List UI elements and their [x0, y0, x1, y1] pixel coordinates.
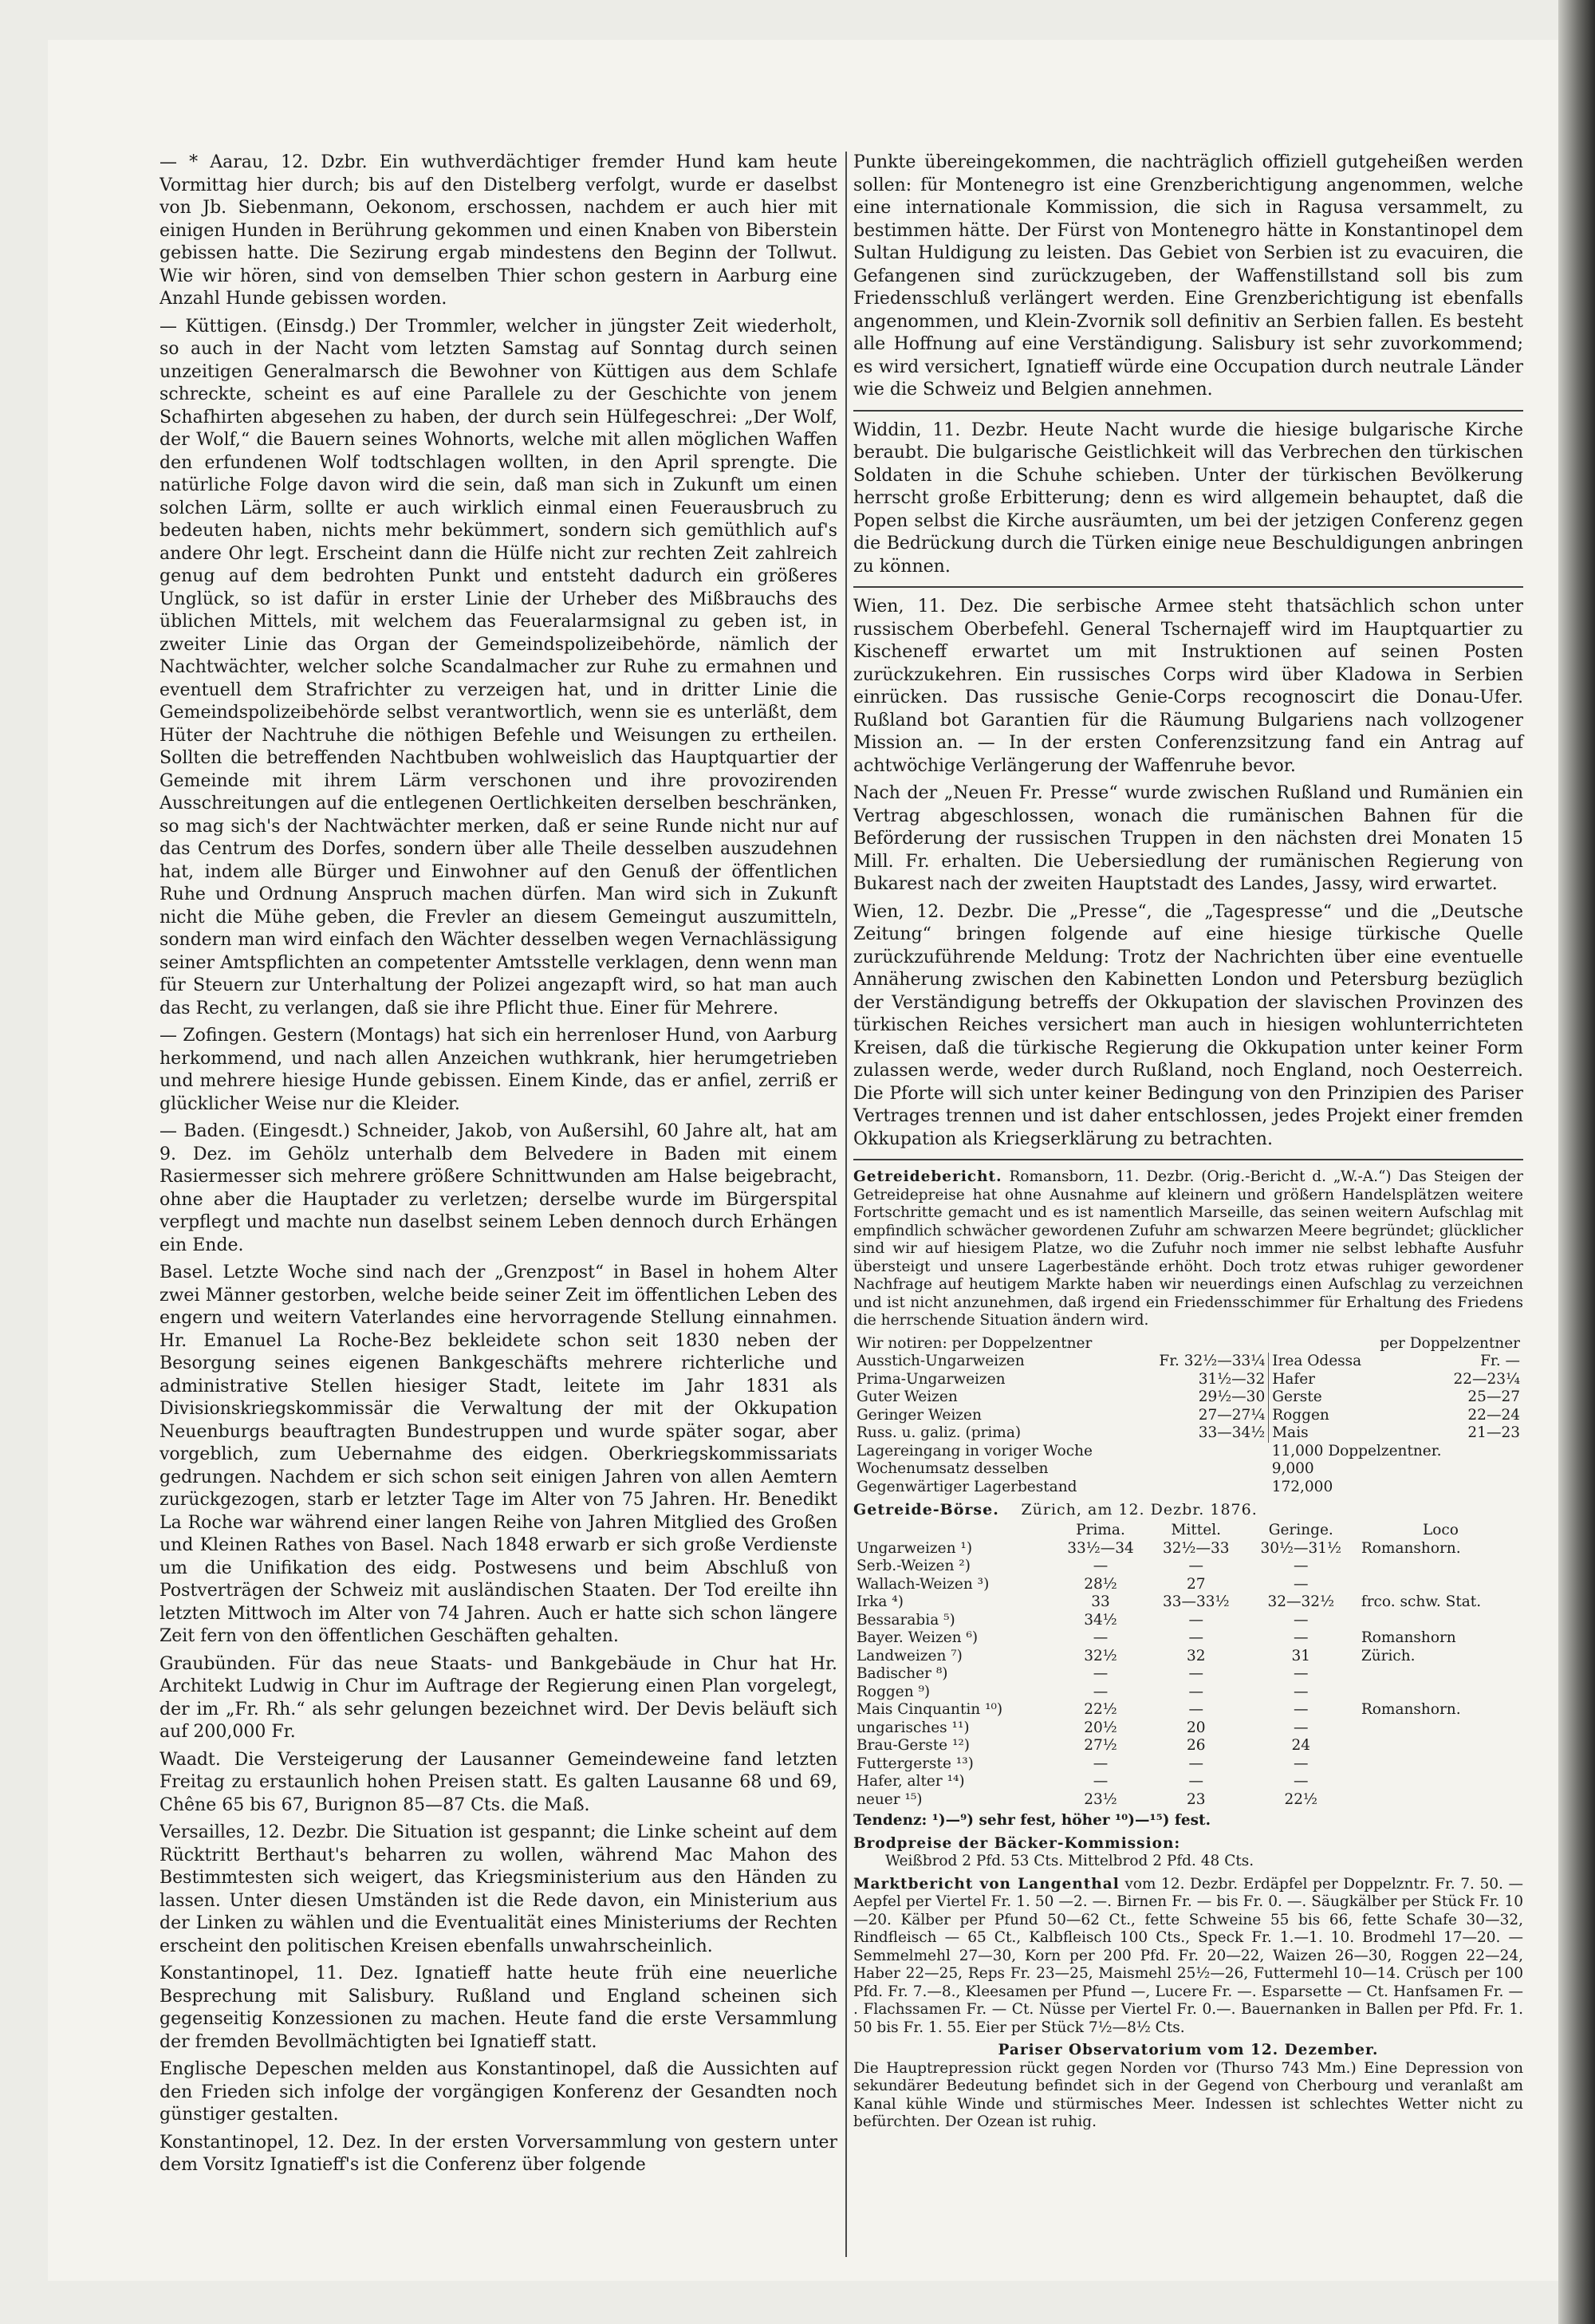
article-neue-presse: Nach der „Neuen Fr. Presse“ wurde zwischen Rußland und Rumänien ein Vertrag abgeschlossen, wonach die rumänischen Bahnen für die Beförderung der russischen Truppen in den nächsten drei Monaten 15 Mill. Fr. erhalten. Die Uebersiedlung der rumänischen Regierung von Bukarest nach der zweiten Hauptstadt des Landes, Jassy, wird erwartet. [853, 783, 1523, 894]
paris-title: Pariser Observatorium vom 12. Dezember. [998, 2042, 1379, 2058]
section-rule [853, 410, 1523, 412]
column-divider [845, 152, 847, 2257]
table-row: Russ. u. galiz. (prima) 33—34½ Mais 21—23 [857, 1424, 1520, 1441]
getreidebericht-title: Getreidebericht. [853, 1168, 1002, 1185]
table-row: Irka ⁴) 33 33—33½ 32—32½ frco. schw. Stat. [857, 1593, 1482, 1610]
boerse-title: Getreide-Börse. [853, 1501, 999, 1518]
pariser-observatorium [853, 2042, 1523, 2132]
marktbericht-title: Marktbericht von Langenthal [853, 1875, 1120, 1893]
brodpreise-text: Weißbrod 2 Pfd. 53 Cts. Mittelbrod 2 Pfd. 48 Cts. [885, 1853, 1254, 1869]
paris-text: Die Hauptrepression rückt gegen Norden vor (Thurso 743 Mm.) Eine Depression von sekundärer Bedeutung befindet sich in der Gegend von Cherbourg und veranlaßt am Kanal kühle Winde und stürmisches Meer. Indessen ist schlechtes Wetter nicht zu befürchten. Der Ozean ist ruhig. [853, 2059, 1523, 2130]
article-englische-depeschen: Englische Depeschen melden aus Konstantinopel, daß die Aussichten auf den Frieden sich infolge der vorgängigen Konferenz der Gesandten noch günstiger gestalten. [160, 2059, 837, 2125]
table-row: Geringer Weizen 27—27¼ Roggen 22—24 [857, 1406, 1520, 1424]
section-rule [853, 586, 1523, 588]
article-wien-11: Wien, 11. Dez. Die serbische Armee steht thatsächlich schon unter russischem Oberbefehl. General Tschernajeff wird im Hauptquartier zu Kischeneff erwartet um mit Instruktionen auf seinen Posten zurückzukehren. Ein russisches Corps wird über Kladowa in Serbien einrücken. Das russische Genie-Corps recognoscirt die Donau-Ufer. Rußland bot Garantien für die Räumung Bulgariens nach vollzogener Mission an. — In der ersten Conferenzsitzung fand ein Antrag auf achtwöchige Verlängerung der Waffenruhe bevor. [853, 597, 1523, 776]
right-column [853, 152, 1523, 2137]
table-row: Ungarweizen ¹) 33½—34 32½—33 30½—31½ Romanshorn. [857, 1539, 1461, 1557]
table-row: Ausstich-Ungarweizen Fr. 32½—33¼ Irea Odessa Fr. — [857, 1353, 1520, 1369]
article-zofingen: — Zofingen. Gestern (Montags) hat sich ein herrenloser Hund, von Aarburg herkommend, und nach allen Anzeichen wuthkrank, hier herumgetrieben und mehrere hiesige Hunde gebissen. Einem Kinde, das er anfiel, zerriß er glücklicher Weise nur die Kleider. [160, 1026, 837, 1114]
table-row: Brau-Gerste ¹²) 27½ 26 24 [857, 1737, 1311, 1754]
marktbericht-text: vom 12. Dezbr. Erdäpfel per Doppelzntr. Fr. 7. 50. — Aepfel per Viertel Fr. 1. 50 —2. —. Birnen Fr. — bis Fr. 0. —. Säugkälber per Stück Fr. 10—20. Kälber per Pfund 50—62 Ct., fette Schweine 55 bis 66, fette Schafe 30—32, Rindfleisch — 65 Ct., Kalbfleisch 100 Cts., Speck Fr. 1.—1. 10. Brodmehl 17—20. — Semmelmehl 27—30, Korn per 200 Pfd. Fr. 20—22, Waizen 26—30, Roggen 22—24, Haber 22—25, Reps Fr. 23—25, Maismehl 25½—26, Futtermehl 10—14. Crüsch per 100 Pfd. Fr. 7.—8., Kleesamen per Pfund —, Lucere Fr. —. Esparsette — Ct. Hanfsamen Fr. — . Flachssamen Fr. — Ct. Nüsse per Viertel Fr. 0.—. Bauernanken in Ballen per Pfd. Fr. 1. 50 bis Fr. 1. 55. Eier per Stück 7½—8½ Cts. [853, 1875, 1523, 2036]
article-kuettigen: — Küttigen. (Einsdg.) Der Trommler, welcher in jüngster Zeit wiederholt, so auch in der Nacht vom letzten Samstag auf Sonntag durch seinen unzeitigen Generalmarsch die Bewohner von Küttigen aus dem Schlafe schreckte, scheint es auf eine Parallele zu der Geschichte von jenem Schafhirten abgesehen zu haben, der durch sein Hülfegeschrei: „Der Wolf, der Wolf,“ die Bauern seines Wohnorts, welche mit allen möglichen Waffen den erfundenen Wolf todtschlagen wollten, in den April sprengte. Die natürliche Folge davon wird die sein, daß man sich in Zukunft um einen solchen Lärm, sollte er auch wirklich einmal einen Feuerausbruch zu bedeuten haben, nichts mehr bekümmert, sondern sich gemüthlich auf's andere Ohr legt. Erscheint dann die Hülfe nicht zur rechten Zeit zahlreich genug auf dem bedrohten Punkt und entsteht dadurch ein größeres Unglück, so ist dafür in erster Linie der Urheber des Mißbrauchs des üblichen Mittels, mit welchem das Feueralarmsignal zu geben ist, in zweiter Linie das Organ der Gemeindspolizeibehörde, nämlich der Nachtwächter, welcher solche Scandalmacher zur Ruhe zu ermahnen und eventuell dem Strafrichter zu verzeigen hat, und in dritter Linie die Gemeindspolizeibehörde selbst verantwortlich, wenn sie es unterläßt, dem Hüter der Nachtruhe die nöthigen Befehle und Weisungen zu ertheilen. Sollten die betreffenden Nachtbuben wohlweislich das Hauptquartier der Gemeinde mit ihrem Lärm verschonen und ihre provozirenden Ausschreitungen auf die entlegenen Oertlichkeiten derselben beschränken, so mag sich's der Nachtwächter merken, daß er seine Runde nicht nur auf das Centrum des Dorfes, sondern über alle Theile desselben auszudehnen hat, indem alle Bürger und Einwohner auf den Genuß der öffentlichen Ruhe und Ordnung Anspruch machen dürfen. Man wird sich in Zukunft nicht die Mühe geben, die Frevler an diesem Gemeingut auszumitteln, sondern man wird einfach den Wächter desselben wegen Vernachlässigung seiner Amtspflichten an competenter Amtsstelle verklagen, denn wenn man für Steuern zur Unterhaltung der Polizei angezapft wird, so hat man auch das Recht, zu verlangen, daß sie ihre Pflicht thue. Einer für Mehrere. [160, 316, 837, 1018]
boerse-heading [853, 1501, 1523, 1518]
brodpreise [853, 1835, 1523, 1871]
article-widdin: Widdin, 11. Dezbr. Heute Nacht wurde die hiesige bulgarische Kirche beraubt. Die bulgarische Geistlichkeit will das Verbrechen den türkischen Soldaten in die Schuhe schieben. Unter der türkischen Bevölkerung herrscht große Erbitterung; denn es wird allgemein behauptet, daß die Popen selbst die Kirche ausräumten, um bei der jetzigen Conferenz gegen die Bedrückung durch die Türken einige neue Beschuldigungen anbringen zu können. [853, 420, 1523, 577]
table-row: Guter Weizen 29½—30 Gerste 25—27 [857, 1388, 1520, 1405]
newspaper-page [48, 40, 1563, 2281]
boerse-table [853, 1522, 1523, 1809]
table-row: Gegenwärtiger Lagerbestand 172,000 [857, 1478, 1333, 1495]
notieren-header: Wir notiren: per Doppelzentner [857, 1334, 1093, 1352]
table-row: Roggen ⁹) — — — [857, 1683, 1309, 1700]
table-row: Futtergerste ¹³) — — — [857, 1755, 1309, 1772]
table-row: Wochenumsatz desselben 9,000 [857, 1460, 1314, 1477]
boerse-place: Zürich, am 12. Dezbr. 1876. [1021, 1501, 1258, 1518]
article-konstantinopel-12: Konstantinopel, 12. Dez. In der ersten Vorversammlung von gestern unter dem Vorsitz Ignatieff's ist die Conferenz über folgende [160, 2132, 837, 2175]
table-row: Hafer, alter ¹⁴) — — — [857, 1773, 1309, 1790]
table-row: Wallach-Weizen ³) 28½ 27 — [857, 1575, 1309, 1593]
table-row: Mais Cinquantin ¹⁰) 22½ — — Romanshorn. [857, 1701, 1461, 1718]
article-basel: Basel. Letzte Woche sind nach der „Grenzpost“ in Basel in hohem Alter zwei Männer gestorben, welche beide seiner Zeit im öffentlichen Leben des engern und weitern Vaterlandes eine hervorragende Stellung einnahmen. Hr. Emanuel La Roche-Bez bekleidete schon seit 1830 neben der Besorgung seines eigenen Bankgeschäfts mehrere richterliche und administrative Stellen hiesiger Stadt, leitete im Jahr 1831 als Divisionskriegskommissär die Verwaltung der mit der Okkupation Neuenburgs beauftragten Bundestruppen und wurde später sogar, aber vorgeblich, zum Uebernahme des eidgen. Oberkriegskommissariats gedrungen. Nachdem er sich schon seit einigen Jahren von allen Aemtern zurückgezogen, starb er letzter Tage im Alter von 75 Jahren. Hr. Benedikt La Roche war während einer langen Reihe von Jahren Mitglied des Großen und Kleinen Rathes von Basel. Nach 1848 erwarb er sich große Verdienste um die Unifikation des eidg. Postwesens und beim Abschluß von Postverträgen der Schweiz mit ausländischen Staaten. Der Tod ereilte ihn letzten Mittwoch im Alter von 74 Jahren. Auch er hatte sich schon längere Zeit fern von den öffentlichen Geschäften gehalten. [160, 1262, 837, 1646]
left-column [160, 152, 837, 2182]
table-row: Lagereingang in voriger Woche 11,000 Doppelzentner. [857, 1442, 1442, 1459]
table-row: neuer ¹⁵) 23½ 23 22½ [857, 1790, 1317, 1808]
article-wien-12: Wien, 12. Dezbr. Die „Presse“, die „Tagespresse“ und die „Deutsche Zeitung“ bringen folgende auf eine hiesige türkische Quelle zurückzuführende Meldung: Trotz der Nachrichten über eine eventuelle Annäherung zwischen den Kabinetten London und Petersburg bezüglich der Verständigung betreffs der Okkupation der slavischen Provinzen des türkischen Reiches versichert man auch in hiesigen wohlunterrichteten Kreisen, daß die türkische Regierung die Okkupation unter keiner Form zulassen werde, weder durch Rußland, noch England, noch Oesterreich. Die Pforte will sich unter keiner Bedingung von den Prinzipien des Pariser Vertrages trennen und ist daher entschlossen, jedes Projekt einer fremden Okkupation als Kriegserklärung zu betrachten. [853, 901, 1523, 1149]
article-aarau: — * Aarau, 12. Dzbr. Ein wuthverdächtiger fremder Hund kam heute Vormittag hier durch; bis auf den Distelberg verfolgt, wurde er daselbst von Jb. Siebenmann, Oekonom, erschossen, nachdem er auch hier mit einigen Hunden in Berührung gekommen und einen Knaben von Biberstein gebissen hatte. Die Sezirung ergab mindestens den Beginn der Tollwut. Wie wir hören, sind von demselben Thier schon gestern in Aarburg eine Anzahl Hunde gebissen worden. [160, 152, 837, 309]
getreidebericht-text: Romansborn, 11. Dezbr. (Orig.-Bericht d. „W.-A.“) Das Steigen der Getreidepreise hat ohne Ausnahme auf kleinern und größern Handelsplätzen weitere Fortschritte gemacht und es ist namentlich Marseille, das seinen weitern Aufschlag mit empfindlich schwächer gewordenen Zufuhr am schwarzen Meere begründet; glücklicher sind wir auf hiesigem Platze, wo die Zufuhr noch immer nie selbst lebhafte Ausfuhr übersteigt und unsere Lagerbestände erhöht. Doch trotz etwas ruhiger gewordener Nachfrage auf heutigem Markte haben wir neuerdings einen Aufschlag zu verzeichnen und ist nicht anzunehmen, daß irgend ein Friedensschimmer für Erhaltung des Friedens die herrschende Situation ändern wird. [853, 1168, 1523, 1329]
tendenz: Tendenz: ¹)—⁹) sehr fest, höher ¹⁰)—¹⁵) fest. [853, 1812, 1211, 1829]
table-row: Bayer. Weizen ⁶) — — — Romanshorn [857, 1629, 1456, 1646]
table-row: Serb.-Weizen ²) — — — [857, 1558, 1309, 1574]
table-row: ungarisches ¹¹) 20½ 20 — [857, 1719, 1309, 1736]
article-versailles: Versailles, 12. Dezbr. Die Situation ist gespannt; die Linke scheint auf dem Rücktritt Berthaut's beharren zu wollen, während Mac Mahon des Bestimmtesten sich weigert, das Kriegsministerium aus den Händen zu lassen. Unter diesen Umständen ist die Rede davon, ein Ministerium aus der Linken zu wählen und die Eventualität eines Ministeriums der Rechten erscheint den politischen Kreisen ebenfalls unwahrscheinlich. [160, 1822, 837, 1956]
article-konstantinopel-cont: Punkte übereingekommen, die nachträglich offiziell gutgeheißen werden sollen: für Montenegro ist eine Grenzberichtigung angenommen, welche eine internationale Kommission, die sich in Ragusa versammelt, zu bestimmen hätte. Der Fürst von Montenegro hätte in Konstantinopel dem Sultan Huldigung zu leisten. Das Gebiet von Serbien ist zu evacuiren, die Gefangenen sind zurückzugeben, der Waffenstillstand soll bis zum Friedensschluß verlängert werden. Eine Grenzberichtigung ist ebenfalls angenommen, und Klein-Zvornik soll definitiv an Serbien fallen. Es besteht alle Hoffnung auf eine Verständigung. Salisbury ist sehr zuvorkommend; es wird versichert, Ignatieff würde eine Occupation durch neutrale Länder wie die Schweiz und Belgien annehmen. [853, 152, 1523, 400]
brodpreise-title: Brodpreise der Bäcker-Kommission: [853, 1834, 1181, 1852]
section-rule [853, 1159, 1523, 1160]
table-row: Bessarabia ⁵) 34½ — — [857, 1611, 1309, 1629]
article-konstantinopel-11: Konstantinopel, 11. Dez. Ignatieff hatte heute früh eine neuerliche Besprechung mit Salisbury. Rußland und England scheinen sich gegenseitig Konzessionen zu machen. Heute fand die erste Versammlung der fremden Bevollmächtigten bei Ignatieff statt. [160, 1964, 837, 2052]
getreidebericht [853, 1168, 1523, 1330]
table-row: Prima-Ungarweizen 31½—32 Hafer 22—23¼ [857, 1370, 1520, 1388]
article-graubuenden: Graubünden. Für das neue Staats- und Bankgebäude in Chur hat Hr. Architekt Ludwig in Chur im Auftrage der Regierung einen Plan vorgelegt, der im „Fr. Rh.“ als sehr gelungen bezeichnet wird. Der Devis beläuft sich auf 200,000 Fr. [160, 1653, 837, 1742]
table-header-row: Prima. Mittel. Geringe. Loco [1076, 1522, 1459, 1538]
article-waadt: Waadt. Die Versteigerung der Lausanner Gemeindeweine fand letzten Freitag zu erstaunlich hohen Preisen statt. Es galten Lausanne 68 und 69, Chêne 65 bis 67, Burignon 85—87 Cts. die Maß. [160, 1749, 837, 1815]
notieren-table [853, 1335, 1523, 1497]
notieren-header-2: per Doppelzentner [1380, 1334, 1520, 1352]
page-content [160, 128, 1531, 2281]
page-edge-shadow [1558, 0, 1595, 2324]
table-row: Badischer ⁸) — — — [857, 1665, 1309, 1682]
table-row: Landweizen ⁷) 32½ 32 31 Zürich. [857, 1647, 1416, 1664]
article-baden: — Baden. (Eingesdt.) Schneider, Jakob, von Außersihl, 60 Jahre alt, hat am 9. Dez. im Gehölz unterhalb dem Belvedere in Baden mit einem Rasiermesser sich mehrere größere Schnittwunden am Halse beigebracht, ohne aber die Hauptader zu verletzen; derselbe wurde im Bürgerspital verpflegt und machte nun daselbst seinem Leben dennoch durch Erhängen ein Ende. [160, 1121, 837, 1255]
marktbericht [853, 1876, 1523, 2038]
